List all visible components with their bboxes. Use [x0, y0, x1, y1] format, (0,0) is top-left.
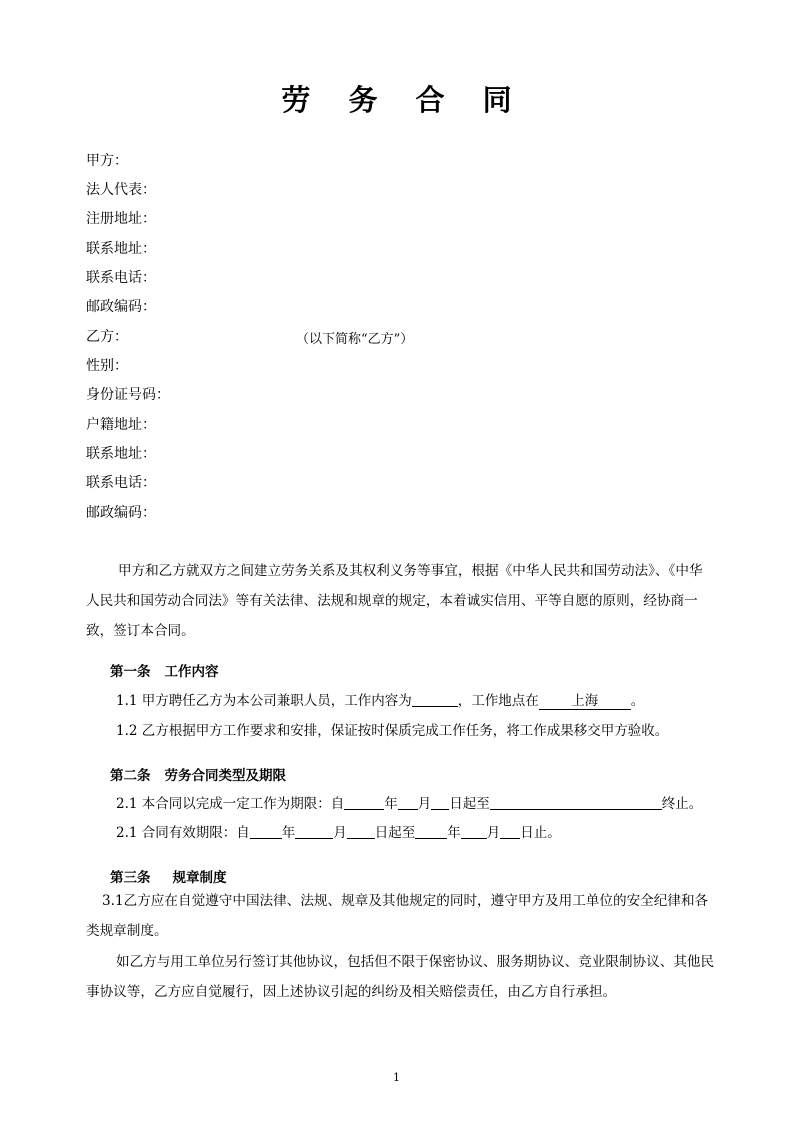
article-2-item-2: 2.1 合同有效期限：自 年 月 日起至 年 月 日止。 [116, 825, 561, 841]
party-b-household-address-label: 户籍地址： [86, 417, 156, 433]
article-3-item-1: 3.1乙方应在自觉遵守中国法律、法规、规章及其他规定的同时，遵守甲方及用工单位的安全纪律和各类规章制度。 [86, 893, 709, 939]
party-a-phone-label: 联系电话： [86, 270, 156, 286]
party-b-gender-label: 性别： [86, 358, 128, 374]
article-1-item-2: 1.2 乙方根据甲方工作要求和安排，保证按时保质完成工作任务，将工作成果移交甲方验收。 [116, 723, 669, 739]
article-2-item-1: 2.1 本合同以完成一定工作为期限：自 年 月 日起至 终止。 [116, 796, 703, 812]
article-3-title: 规章制度 [172, 870, 227, 886]
contract-title: 劳 务 合 同 [281, 83, 526, 117]
article-2-number: 第二条 [110, 768, 151, 784]
work-content-blank [412, 692, 458, 707]
article-3-number: 第三条 [110, 870, 151, 886]
preamble-paragraph: 甲方和乙方就双方之间建立劳务关系及其权利义务等事宜，根据《中华人民共和国劳动法》、《中华人民共和国劳动合同法》等有关法律、法规和规章的规定，本着诚实信用、平等自愿的原则，经协商一致，签订本合同。 [86, 563, 703, 639]
party-b-name-label: 乙方： [86, 329, 128, 345]
party-b-id-number-label: 身份证号码： [86, 387, 170, 403]
article-3-item-2: 如乙方与用工单位另行签订其他协议，包括但不限于保密协议、服务期协议、竞业限制协议、其他民事协议等，乙方应自觉履行，因上述协议引起的纠纷及相关赔偿责任，由乙方自行承担。 [86, 954, 715, 1000]
party-b-contact-address-label: 联系地址： [86, 446, 156, 462]
party-a-name-label: 甲方： [86, 153, 128, 169]
party-b-short-name-note: （以下简称“乙方”） [296, 332, 414, 347]
article-1-number: 第一条 [110, 664, 151, 680]
article-1-item-1: 1.1 甲方聘任乙方为本公司兼职人员，工作内容为 ，工作地点在 上海 。 [116, 693, 645, 709]
party-a-legal-rep-label: 法人代表： [86, 182, 156, 198]
party-a-contact-address-label: 联系地址： [86, 241, 156, 257]
work-location-field: 上海 [539, 693, 631, 710]
party-a-postcode-label: 邮政编码： [86, 299, 156, 315]
party-b-phone-label: 联系电话： [86, 475, 156, 491]
page-number: 1 [393, 1071, 400, 1084]
article-2-heading [110, 764, 286, 784]
article-1-heading [110, 660, 219, 680]
party-a-registered-address-label: 注册地址： [86, 211, 156, 227]
article-2-title: 劳务合同类型及期限 [164, 768, 286, 784]
article-3-heading [110, 866, 227, 886]
article-1-title: 工作内容 [164, 664, 219, 680]
party-b-postcode-label: 邮政编码： [86, 505, 156, 521]
